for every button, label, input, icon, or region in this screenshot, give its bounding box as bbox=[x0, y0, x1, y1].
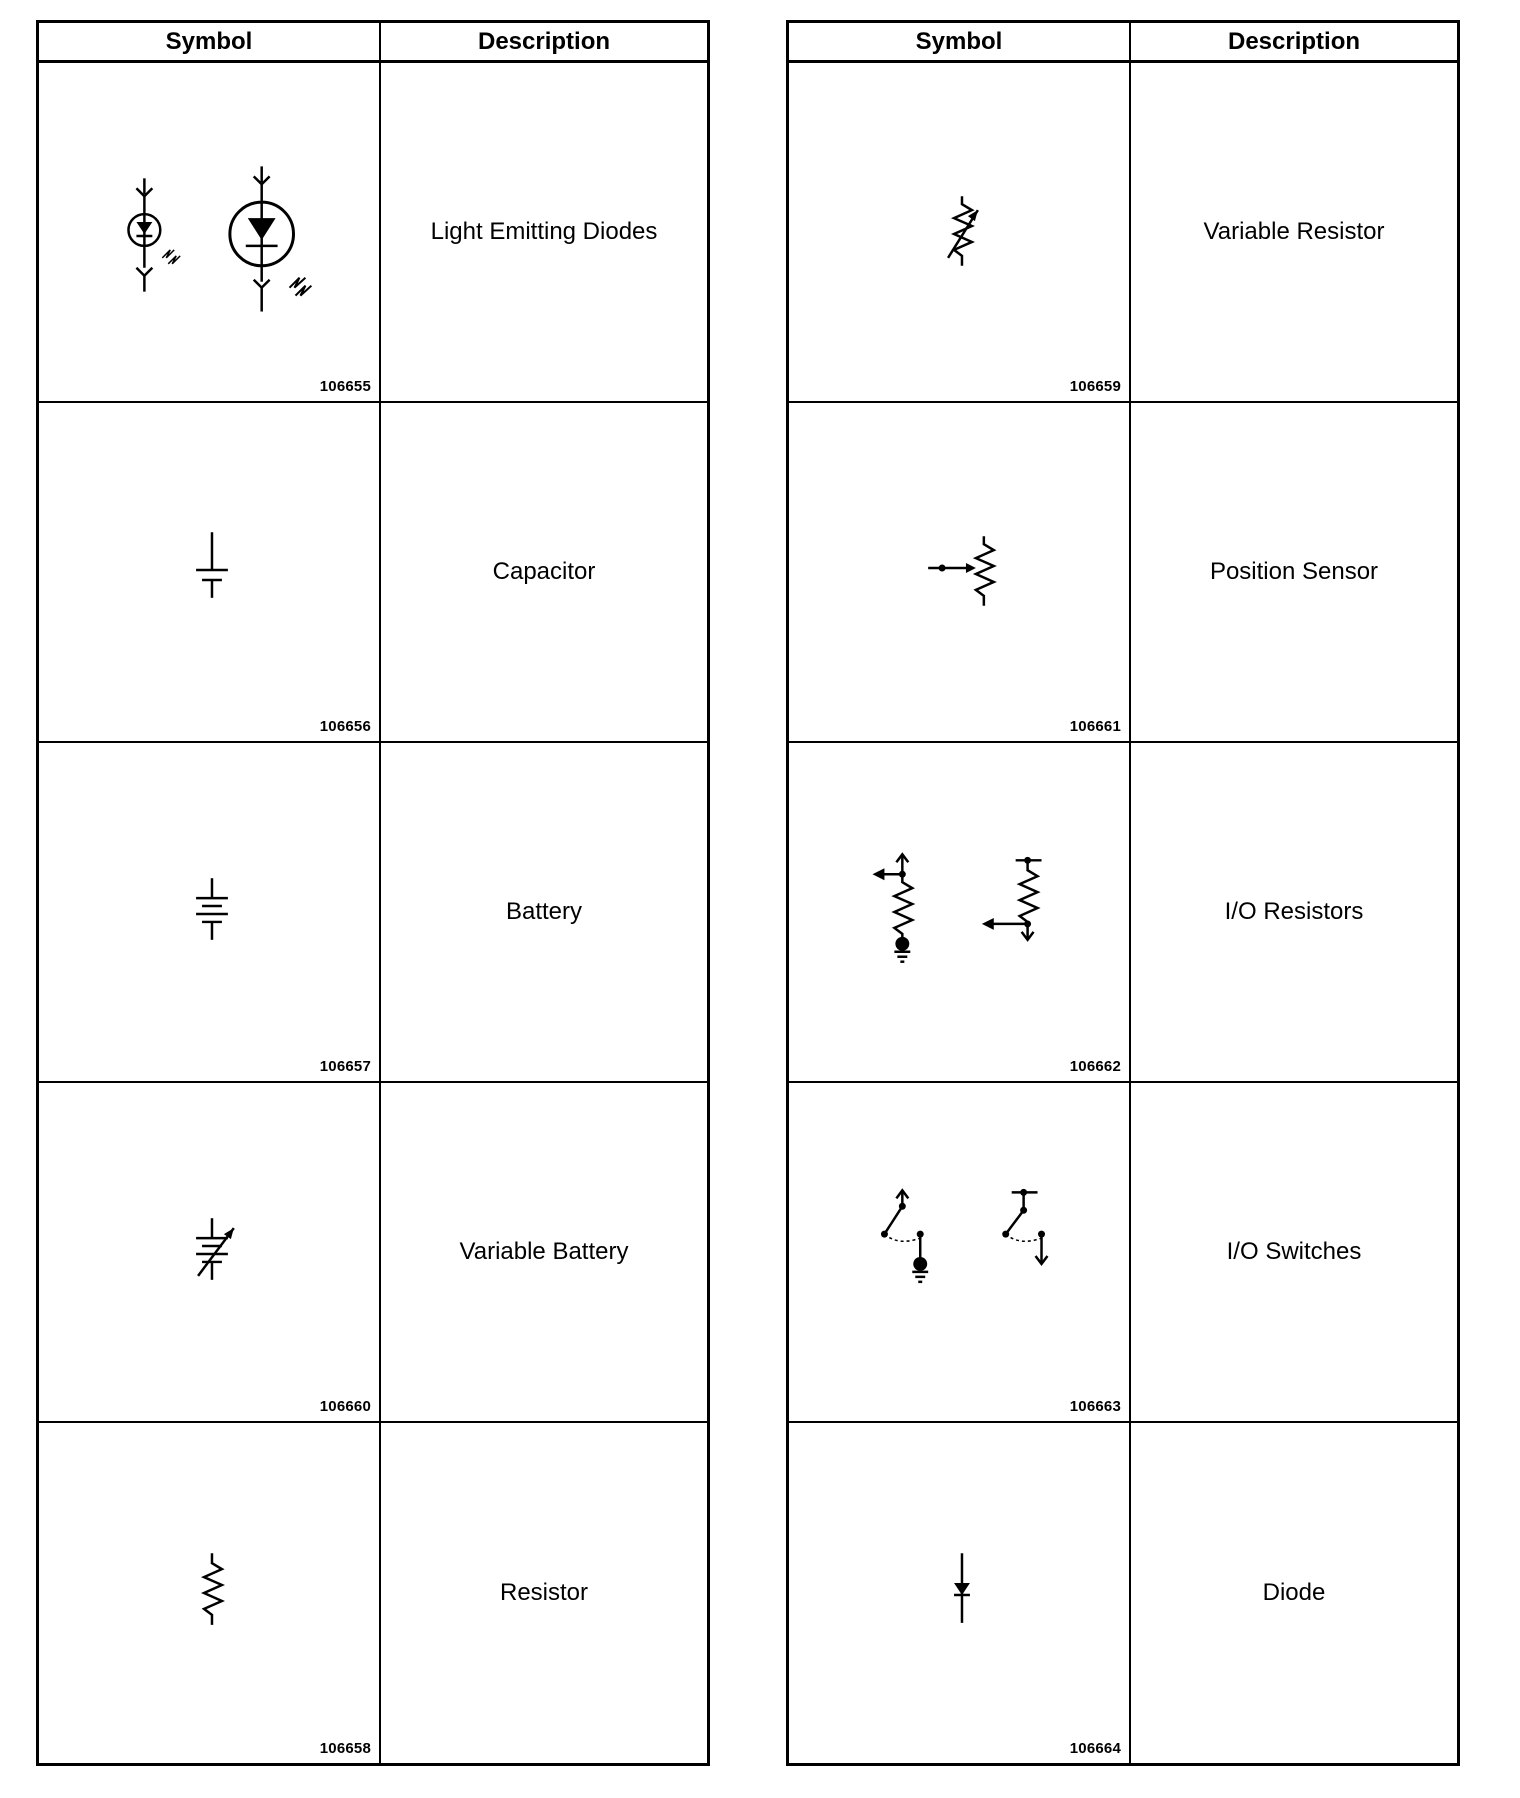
symbol-cell bbox=[39, 1083, 381, 1423]
description-cell: Light Emitting Diodes bbox=[381, 63, 707, 403]
header-description: Description bbox=[381, 23, 707, 63]
figure-number: 106661 bbox=[1069, 718, 1121, 735]
battery-icon bbox=[39, 743, 379, 1081]
figure-number: 106664 bbox=[1069, 1740, 1121, 1757]
variable-resistor-icon bbox=[789, 63, 1129, 401]
description-cell: Capacitor bbox=[381, 403, 707, 743]
description-cell: Variable Battery bbox=[381, 1083, 707, 1423]
light-emitting-diodes-icon bbox=[39, 63, 379, 401]
symbol-table-right bbox=[786, 20, 1460, 1766]
symbol-table-left bbox=[36, 20, 710, 1766]
symbol-cell bbox=[789, 743, 1131, 1083]
description-cell: Diode bbox=[1262, 1579, 1326, 1606]
description-cell: I/O Resistors bbox=[1131, 743, 1457, 1083]
header-symbol: Symbol bbox=[39, 23, 381, 63]
capacitor-icon bbox=[39, 403, 379, 741]
io-switches-icon bbox=[789, 1083, 1129, 1421]
figure-number: 106656 bbox=[319, 718, 371, 735]
figure-number: 106663 bbox=[1069, 1398, 1121, 1415]
figure-number: 106658 bbox=[319, 1740, 371, 1757]
variable-battery-icon bbox=[39, 1083, 379, 1421]
symbol-cell bbox=[39, 403, 381, 743]
figure-number: 106659 bbox=[1069, 378, 1121, 395]
figure-number: 106655 bbox=[319, 378, 371, 395]
header-description: Description bbox=[1131, 23, 1457, 63]
description-cell: Resistor bbox=[499, 1579, 589, 1606]
position-sensor-icon bbox=[789, 403, 1129, 741]
symbol-cell bbox=[789, 1423, 1131, 1763]
io-resistors-icon bbox=[789, 743, 1129, 1081]
figure-number: 106662 bbox=[1069, 1058, 1121, 1075]
symbol-cell bbox=[789, 63, 1131, 403]
description-cell: Variable Resistor bbox=[1131, 63, 1457, 403]
symbol-cell bbox=[39, 63, 381, 403]
diode-icon bbox=[789, 1423, 1129, 1763]
header-symbol: Symbol bbox=[789, 23, 1131, 63]
description-cell: Battery bbox=[381, 743, 707, 1083]
resistor-icon bbox=[39, 1423, 379, 1763]
figure-number: 106657 bbox=[319, 1058, 371, 1075]
symbol-cell bbox=[39, 743, 381, 1083]
symbol-cell bbox=[789, 403, 1131, 743]
description-cell: Position Sensor bbox=[1131, 403, 1457, 743]
symbol-cell bbox=[789, 1083, 1131, 1423]
figure-number: 106660 bbox=[319, 1398, 371, 1415]
description-cell: I/O Switches bbox=[1131, 1083, 1457, 1423]
symbol-cell bbox=[39, 1423, 381, 1763]
